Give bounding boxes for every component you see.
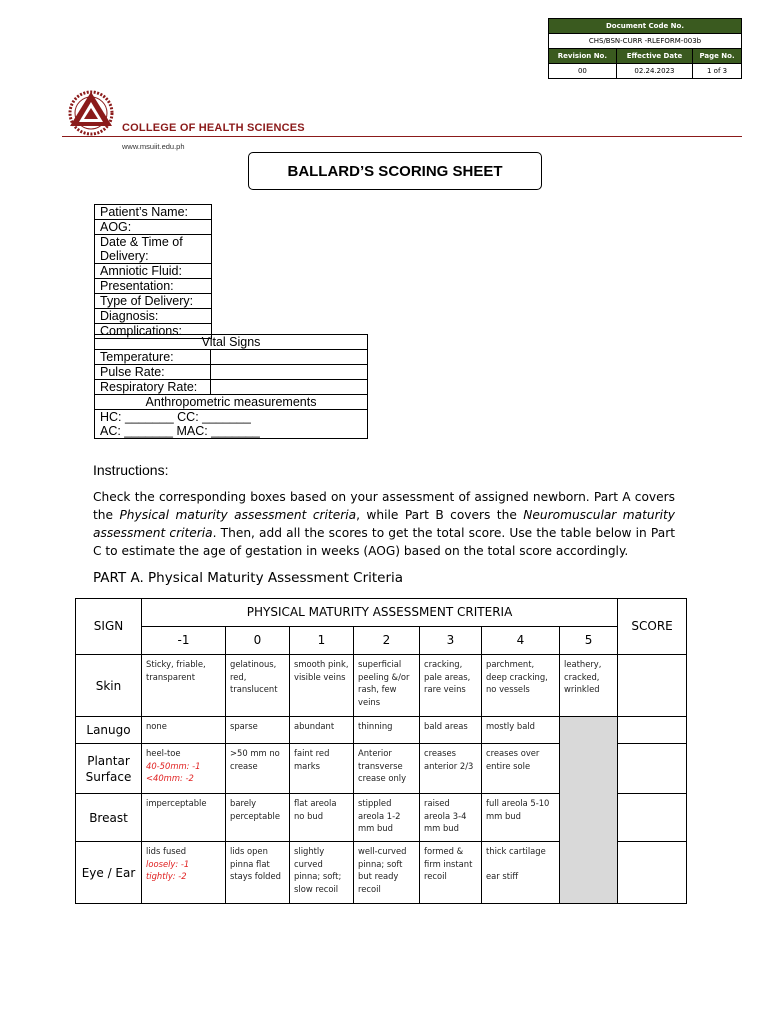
criteria-cell[interactable]: heel-toe 40-50mm: -1 <40mm: -2 bbox=[142, 744, 226, 794]
amniotic-fluid-field[interactable]: Amniotic Fluid: bbox=[95, 264, 212, 279]
score-col-header: 4 bbox=[482, 627, 560, 655]
document-code-value: CHS/BSN-CURR -RLEFORM-003b bbox=[549, 34, 742, 49]
score-cell[interactable] bbox=[618, 655, 687, 717]
temperature-field[interactable] bbox=[211, 350, 368, 365]
table-row bbox=[76, 655, 687, 717]
criteria-cell[interactable]: barely perceptable bbox=[226, 794, 290, 842]
pulse-rate-label: Pulse Rate: bbox=[95, 365, 211, 380]
criteria-cell[interactable]: abundant bbox=[290, 717, 354, 744]
effective-date-value: 02.24.2023 bbox=[616, 64, 692, 79]
criteria-cell[interactable]: creases anterior 2/3 bbox=[420, 744, 482, 794]
sign-plantar-surface: Plantar Surface bbox=[76, 744, 142, 794]
delivery-datetime-field[interactable]: Date & Time of Delivery: bbox=[95, 235, 212, 264]
presentation-field[interactable]: Presentation: bbox=[95, 279, 212, 294]
score-header: SCORE bbox=[618, 599, 687, 655]
score-cell[interactable] bbox=[618, 842, 687, 904]
criteria-cell[interactable]: Sticky, friable, transparent bbox=[142, 655, 226, 717]
gray-empty-cell bbox=[560, 717, 618, 904]
criteria-cell[interactable]: stippled areola 1-2 mm bud bbox=[354, 794, 420, 842]
table-row bbox=[76, 717, 687, 744]
diagnosis-field[interactable]: Diagnosis: bbox=[95, 309, 212, 324]
criteria-header: PHYSICAL MATURITY ASSESSMENT CRITERIA bbox=[142, 599, 618, 627]
criteria-cell[interactable]: parchment, deep cracking, no vessels bbox=[482, 655, 560, 717]
respiratory-rate-label: Respiratory Rate: bbox=[95, 380, 211, 395]
part-a-title: PART A. Physical Maturity Assessment Criteria bbox=[93, 570, 404, 586]
criteria-cell[interactable]: full areola 5-10 mm bud bbox=[482, 794, 560, 842]
document-code-header: Document Code No. bbox=[549, 19, 742, 34]
score-col-header: -1 bbox=[142, 627, 226, 655]
criteria-cell[interactable]: superficial peeling &/or rash, few veins bbox=[354, 655, 420, 717]
vital-signs-header: Vital Signs bbox=[95, 335, 368, 350]
hc-cc-line: HC: _______ CC: _______ bbox=[100, 410, 251, 424]
header-divider bbox=[62, 136, 742, 137]
criteria-cell[interactable]: smooth pink, visible veins bbox=[290, 655, 354, 717]
score-cell[interactable] bbox=[618, 794, 687, 842]
criteria-cell[interactable]: gelatinous, red, translucent bbox=[226, 655, 290, 717]
delivery-type-field[interactable]: Type of Delivery: bbox=[95, 294, 212, 309]
score-col-header: 0 bbox=[226, 627, 290, 655]
college-seal-logo bbox=[62, 86, 120, 136]
anthropometric-header: Anthropometric measurements bbox=[95, 395, 368, 410]
criteria-cell[interactable]: raised areola 3-4 mm bud bbox=[420, 794, 482, 842]
instructions-text: Check the corresponding boxes based on your assessment of assigned newborn. Part A covers the Physical maturity assessment criteria, while Part B covers the Neuromuscular maturity assessment criteria. Then, add all the scores to get the total score. Use the table below in Part C to estimate the age of gestation in weeks (AOG) based on the total score accordingly. bbox=[93, 490, 675, 558]
criteria-cell[interactable]: leathery, cracked, wrinkled bbox=[560, 655, 618, 717]
criteria-cell[interactable]: thick cartilage ear stiff bbox=[482, 842, 560, 904]
anthropometric-fields[interactable] bbox=[95, 410, 368, 439]
effective-date-header: Effective Date bbox=[616, 49, 692, 64]
sign-eye-ear: Eye / Ear bbox=[76, 842, 142, 904]
document-code-table bbox=[548, 18, 742, 79]
physical-maturity-table bbox=[75, 598, 687, 904]
criteria-cell[interactable]: formed & firm instant recoil bbox=[420, 842, 482, 904]
criteria-cell[interactable]: bald areas bbox=[420, 717, 482, 744]
patient-name-field[interactable]: Patient’s Name: bbox=[95, 205, 212, 220]
ac-mac-line: AC: _______ MAC: _______ bbox=[100, 424, 260, 438]
page-no-header: Page No. bbox=[693, 49, 742, 64]
sign-skin: Skin bbox=[76, 655, 142, 717]
sign-breast: Breast bbox=[76, 794, 142, 842]
criteria-cell[interactable]: flat areola no bud bbox=[290, 794, 354, 842]
page-title: BALLARD’S SCORING SHEET bbox=[248, 152, 542, 190]
criteria-cell[interactable]: well-curved pinna; soft but ready recoil bbox=[354, 842, 420, 904]
criteria-cell[interactable]: lids fused loosely: -1 tightly: -2 bbox=[142, 842, 226, 904]
score-cell[interactable] bbox=[618, 744, 687, 794]
revision-header: Revision No. bbox=[549, 49, 617, 64]
patient-info-table bbox=[94, 204, 212, 339]
score-cell[interactable] bbox=[618, 717, 687, 744]
criteria-cell[interactable]: Anterior transverse crease only bbox=[354, 744, 420, 794]
sign-header: SIGN bbox=[76, 599, 142, 655]
sign-lanugo: Lanugo bbox=[76, 717, 142, 744]
criteria-cell[interactable]: >50 mm no crease bbox=[226, 744, 290, 794]
criteria-cell[interactable]: lids open pinna flat stays folded bbox=[226, 842, 290, 904]
score-col-header: 1 bbox=[290, 627, 354, 655]
pulse-rate-field[interactable] bbox=[211, 365, 368, 380]
criteria-cell[interactable]: imperceptable bbox=[142, 794, 226, 842]
complications-field[interactable]: Complications: bbox=[95, 324, 212, 339]
revision-value: 00 bbox=[549, 64, 617, 79]
vitals-table bbox=[94, 334, 368, 439]
criteria-cell[interactable]: slightly curved pinna; soft; slow recoil bbox=[290, 842, 354, 904]
criteria-cell[interactable]: cracking, pale areas, rare veins bbox=[420, 655, 482, 717]
temperature-label: Temperature: bbox=[95, 350, 211, 365]
criteria-cell[interactable]: faint red marks bbox=[290, 744, 354, 794]
respiratory-rate-field[interactable] bbox=[211, 380, 368, 395]
criteria-cell[interactable]: creases over entire sole bbox=[482, 744, 560, 794]
score-col-header: 5 bbox=[560, 627, 618, 655]
college-website: www.msuiit.edu.ph bbox=[122, 142, 185, 151]
criteria-cell[interactable]: sparse bbox=[226, 717, 290, 744]
score-col-header: 3 bbox=[420, 627, 482, 655]
instructions-heading: Instructions: bbox=[93, 462, 169, 478]
aog-field[interactable]: AOG: bbox=[95, 220, 212, 235]
college-name: COLLEGE OF HEALTH SCIENCES bbox=[122, 122, 305, 134]
criteria-cell[interactable]: mostly bald bbox=[482, 717, 560, 744]
score-col-header: 2 bbox=[354, 627, 420, 655]
criteria-cell[interactable]: none bbox=[142, 717, 226, 744]
criteria-cell[interactable]: thinning bbox=[354, 717, 420, 744]
page-no-value: 1 of 3 bbox=[693, 64, 742, 79]
